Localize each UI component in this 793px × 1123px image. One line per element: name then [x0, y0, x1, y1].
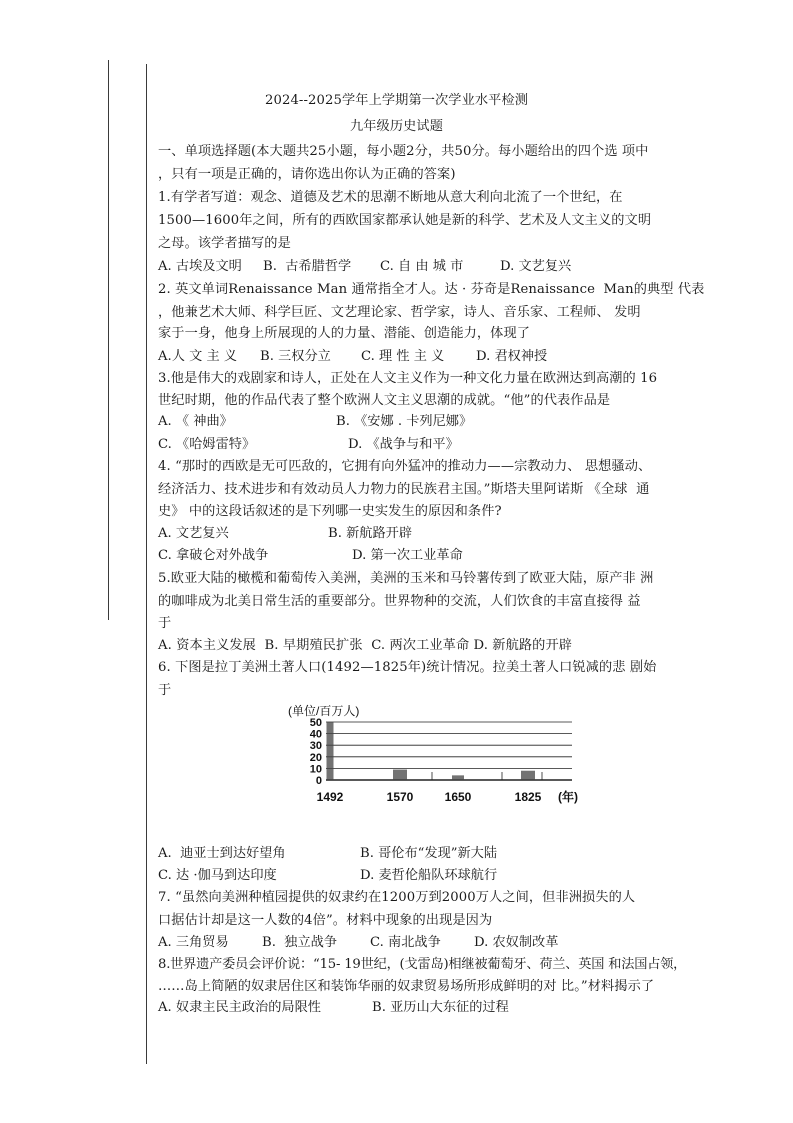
q7-text-line-1: 7. “虽然向美洲种植园提供的奴隶约在1200万到2000万人之间，但非洲损失的人 [158, 890, 636, 905]
q6-text-line-1: 6. 下图是拉丁美洲土著人口(1492—1825年)统计情况。拉美土著人口锐减的悲 剧始 [158, 660, 657, 675]
q3-text-line-1: 3.他是伟大的戏剧家和诗人，正处在人文主义作为一种文化力量在欧洲达到高潮的 16 [158, 371, 658, 386]
chart-y-tick-label: 10 [309, 763, 322, 776]
q8-text-line-1: 8.世界遗产委员会评价说：“15- 19世纪，(戈雷岛)相继被葡萄牙、荷兰、英国 和法国占领， [158, 957, 687, 972]
q1-option-c: C. 自 由 城 市 [380, 259, 464, 274]
q2-option-c: C. 理 性 主 义 [361, 349, 445, 364]
chart-x-tick-label: 1492 [316, 790, 344, 804]
chart-bar-1650 [452, 775, 464, 780]
exam-title: 2024--2025学年上学期第一次学业水平检测 [264, 93, 529, 108]
chart-x-axis-label: (年) [558, 790, 578, 804]
chart-bar-1492 [327, 722, 334, 780]
chart-y-tick-label: 30 [309, 740, 322, 753]
q8-option-a: A. 奴隶主民主政治的局限性 [158, 1000, 321, 1015]
q2-text-line-2: ，他兼艺术大师、科学巨匠、文艺理论家、哲学家，诗人、音乐家、工程师、 发明 [158, 305, 641, 320]
chart-bar-1570 [393, 770, 407, 780]
q4-option-c: C. 拿破仑对外战争 [158, 548, 269, 563]
q6-option-d: D. 麦哲伦船队环球航行 [360, 868, 498, 883]
q7-option-c: C. 南北战争 [370, 935, 441, 950]
q3-option-a: A. 《 神曲》 [158, 414, 233, 429]
q6-text-line-2: 于 [158, 683, 172, 698]
q4-option-a: A. 文艺复兴 [158, 526, 229, 541]
q2-text-line-1: 2. 英文单词Renaissance Man 通常指全才人。达 · 芬奇是Renaissance Man的典型 代表 [158, 282, 705, 297]
chart-y-tick-label: 0 [315, 775, 322, 787]
q7-text-line-2: 口据估计却是这一人数的4倍”。材料中现象的出现是因为 [158, 913, 493, 928]
q6-option-b: B. 哥伦布“发现”新大陆 [360, 846, 498, 861]
exam-subtitle: 九年级历史试题 [349, 119, 443, 134]
q2-option-d: D. 君权神授 [476, 349, 548, 364]
chart-y-tick-label: 20 [309, 751, 322, 764]
q3-option-d: D. 《战争与和平》 [348, 437, 459, 452]
q4-text-line-2: 经济活力、技术进步和有效动员人力物力的民族君主国。”斯塔夫里阿诺斯 《全球 通 [158, 482, 650, 497]
q5-text-line-3: 于 [158, 616, 172, 631]
chart-x-tick-label: 1570 [386, 790, 414, 804]
q2-option-b: B. 三权分立 [260, 349, 331, 364]
chart-bar-1825 [521, 771, 535, 780]
q3-option-c: C. 《哈姆雷特》 [158, 437, 256, 452]
q5-options: A. 资本主义发展 B. 早期殖民扩张 C. 两次工业革命 D. 新航路的开辟 [158, 638, 573, 653]
q1-option-b: B. 古希腊哲学 [263, 259, 352, 274]
binding-margin-line-outer [108, 60, 109, 620]
q6-option-c: C. 达 ·伽马到达印度 [158, 868, 277, 883]
q5-text-line-1: 5.欧亚大陆的橄榄和葡萄传入美洲，美洲的玉米和马铃薯传到了欧亚大陆，原产非 洲 [158, 571, 654, 586]
section-instruction-line-1: 一、单项选择题(本大题共25小题，每小题2分，共50分。每小题给出的四个选 项中 [158, 144, 649, 159]
q1-option-d: D. 文艺复兴 [500, 259, 572, 274]
q1-text-line-2: 1500—1600年之间，所有的西欧国家都承认她是新的科学、艺术及人文主义的文明 [158, 213, 652, 228]
q6-option-a: A. 迪亚士到达好望角 [158, 846, 286, 861]
q8-text-line-2: ……岛上简陋的奴隶居住区和装饰华丽的奴隶贸易场所形成鲜明的对 比。”材料揭示了 [158, 979, 655, 994]
chart-x-tick-label: 1650 [444, 790, 472, 804]
q7-option-a: A. 三角贸易 [158, 935, 229, 950]
binding-margin-line-inner [146, 64, 147, 1064]
q3-option-b: B. 《安娜 . 卡列尼娜》 [336, 414, 473, 429]
chart-y-tick-label: 50 [309, 717, 322, 729]
chart-y-tick-label: 40 [309, 728, 322, 741]
q1-text-line-1: 1.有学者写道：观念、道德及艺术的思潮不断地从意大利向北流了一个世纪，在 [158, 190, 623, 205]
q2-option-a: A.人 文 主 义 [158, 349, 238, 364]
q7-option-b: B. 独立战争 [262, 935, 338, 950]
q4-option-b: B. 新航路开辟 [328, 526, 413, 541]
q8-option-b: B. 亚历山大东征的过程 [372, 1000, 509, 1015]
q4-text-line-3: 史》 中的这段话叙述的是下列哪一史实发生的原因和条件? [158, 504, 502, 519]
population-chart [282, 700, 582, 810]
q4-option-d: D. 第一次工业革命 [352, 548, 463, 563]
q5-text-line-2: 的咖啡成为北美日常生活的重要部分。世界物种的交流，人们饮食的丰富直接得 益 [158, 594, 641, 609]
q1-text-line-3: 之母。该学者描写的是 [158, 236, 291, 251]
q4-text-line-1: 4. “那时的西欧是无可匹敌的，它拥有向外猛冲的推动力——宗教动力、 思想骚动、 [158, 459, 652, 474]
q2-text-line-3: 家于一身，他身上所展现的人的力量、潜能、创造能力，体现了 [158, 326, 531, 341]
q1-option-a: A. 古埃及文明 [158, 259, 242, 274]
section-instruction-line-2: ，只有一项是正确的，请你选出你认为正确的答案) [158, 167, 456, 182]
q3-text-line-2: 世纪时期，他的作品代表了整个欧洲人文主义思潮的成就。“他”的代表作品是 [158, 393, 611, 408]
chart-x-tick-label: 1825 [514, 790, 542, 804]
q7-option-d: D. 农奴制改革 [474, 935, 559, 950]
chart-title: (单位/百万人) [288, 704, 360, 718]
